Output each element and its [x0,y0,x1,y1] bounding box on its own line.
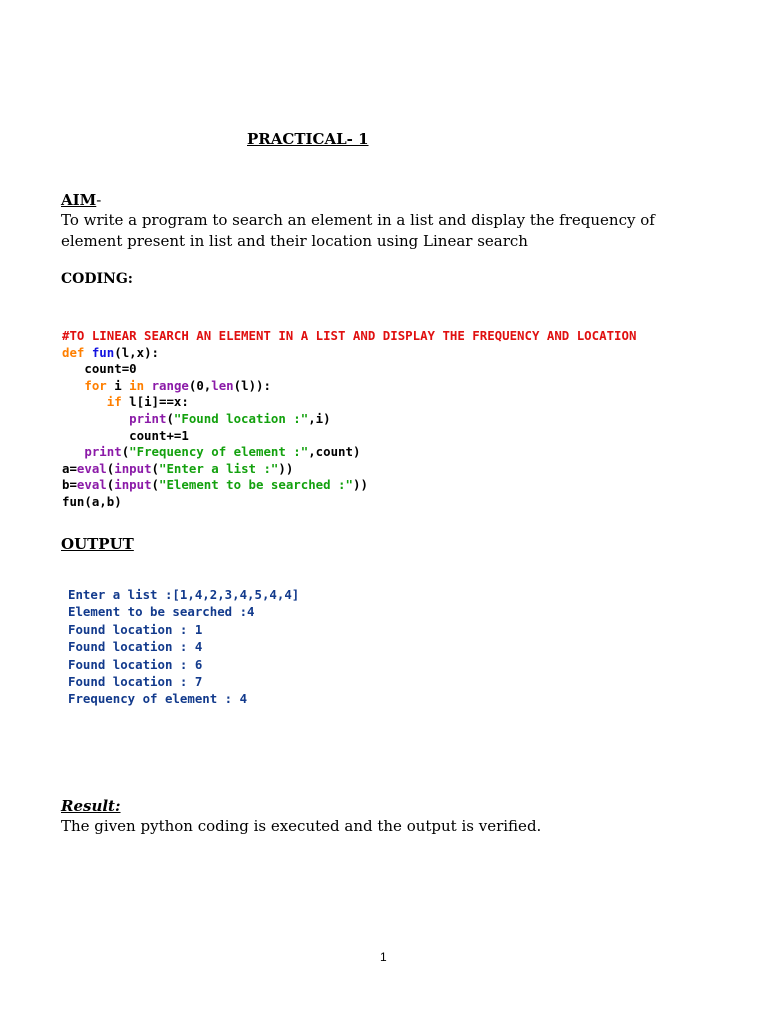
code-token: ,count) [308,444,361,460]
output-line: Found location : 1 [68,621,203,637]
code-token: ,i) [308,410,331,426]
code-line [62,394,636,411]
output-heading: OUTPUT [61,535,134,553]
aim-heading [61,191,101,209]
code-line [62,411,636,428]
code-listing [62,328,636,511]
code-token: def [62,344,92,360]
code-token: in [129,377,145,393]
code-line [62,361,636,378]
code-token: b= [62,477,77,493]
code-line [62,345,636,362]
code-token: print [129,410,167,426]
code-token: i [106,377,130,393]
output-line: Element to be searched :4 [68,604,255,620]
code-line [62,428,636,445]
code-token: "Element to be searched :" [159,477,353,493]
code-token: ( [106,477,115,493]
code-token: count+=1 [129,427,189,443]
code-token: a= [62,460,77,476]
code-token: fun [91,344,115,360]
code-token: len [211,377,234,393]
output-line: Found location : 4 [68,639,203,655]
code-token: eval [76,477,107,493]
code-line [62,494,636,511]
page-number: 1 [380,950,387,964]
output-line: Frequency of element : 4 [68,691,248,707]
aim-text [61,210,721,252]
page-title: PRACTICAL- 1 [247,130,369,148]
code-line [62,378,636,395]
code-token: l[i]==x: [121,394,189,410]
aim-heading-label: AIM [61,191,97,209]
code-token: )) [278,460,294,476]
code-token: input [114,477,152,493]
code-line [62,444,636,461]
code-token: (l)): [233,377,271,393]
code-token: (0, [188,377,212,393]
code-token: ( [166,410,174,426]
aim-heading-dash: - [96,191,102,209]
result-text: The given python coding is executed and the output is verified. [61,817,542,835]
output-line: Found location : 7 [68,673,203,689]
code-token: "Found location :" [173,410,309,426]
code-token: )) [352,477,368,493]
aim-text-line: To write a program to search an element in a list and display the frequency of [61,211,655,229]
result-heading: Result: [61,797,121,815]
code-token: ( [151,477,160,493]
code-line [62,328,636,345]
program-output [68,586,299,708]
output-line: Found location : 6 [68,656,203,672]
code-line [62,461,636,478]
code-token: ( [106,460,115,476]
code-token: ( [151,460,160,476]
code-line [62,477,636,494]
code-token: input [114,460,152,476]
code-token: if [106,394,122,410]
code-token: ( [121,444,130,460]
code-token: (l,x): [114,344,159,360]
code-token: #TO LINEAR SEARCH AN ELEMENT IN A LIST AND DISPLAY THE FREQUENCY AND LOCATION [62,328,637,343]
coding-heading: CODING: [61,271,133,287]
code-token: range [151,377,189,393]
aim-text-line: element present in list and their location using Linear search [61,232,528,250]
code-token: print [84,444,122,460]
code-token: "Frequency of element :" [129,444,309,460]
output-line: Enter a list :[1,4,2,3,4,5,4,4] [68,587,300,602]
code-token: for [84,377,107,393]
code-token: "Enter a list :" [159,460,279,476]
code-token [144,378,151,393]
code-token: eval [76,460,107,476]
code-token: count=0 [84,361,137,377]
code-token: fun(a,b) [62,493,122,509]
